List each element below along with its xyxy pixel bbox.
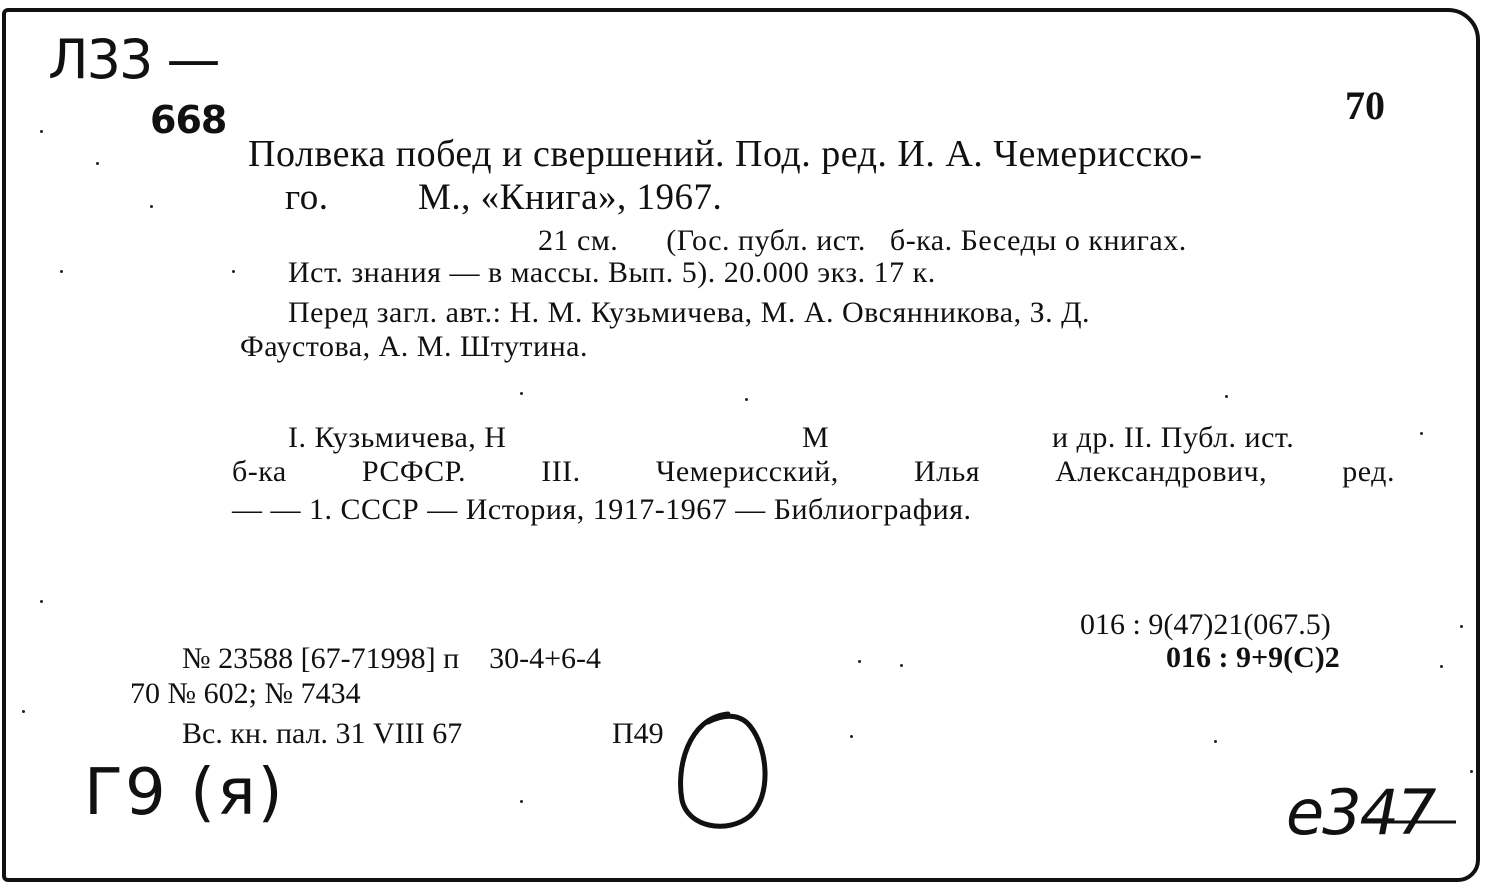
speckle bbox=[1470, 770, 1473, 773]
tracing-word: III. bbox=[541, 455, 581, 488]
tracing-line-1b: М bbox=[802, 421, 830, 454]
title-line-2a: го. bbox=[285, 177, 329, 218]
speckle bbox=[40, 130, 43, 133]
speckle bbox=[96, 162, 99, 165]
speckle bbox=[232, 270, 235, 273]
card-number: 70 bbox=[1345, 83, 1385, 128]
speckle bbox=[1420, 432, 1423, 435]
handwritten-inventory-number: е347 bbox=[1286, 776, 1435, 849]
speckle bbox=[745, 398, 748, 401]
tracing-line-1a: I. Кузьмичева, Н bbox=[288, 421, 507, 454]
speckle bbox=[520, 800, 523, 803]
speckle bbox=[1225, 395, 1228, 398]
speckle bbox=[1460, 625, 1463, 628]
note-line-2: Фаустова, А. М. Штутина. bbox=[240, 330, 588, 363]
strike-stroke bbox=[1360, 810, 1460, 830]
description-line-1: 21 см. (Гос. публ. ист. б-ка. Беседы о книгах. bbox=[538, 224, 1187, 257]
udc-code-1: 016 : 9(47)21(067.5) bbox=[1080, 608, 1331, 641]
speckle bbox=[1440, 665, 1443, 668]
speckle bbox=[40, 600, 43, 603]
card-numbers-line: 70 № 602; № 7434 bbox=[130, 677, 361, 710]
speckle bbox=[858, 660, 861, 663]
handwritten-class-mark: Г9 (я) bbox=[84, 756, 285, 830]
tracing-word: Илья bbox=[913, 455, 981, 488]
udc-code-2: 016 : 9+9(С)2 bbox=[1166, 641, 1340, 674]
speckle bbox=[520, 392, 523, 395]
code-p49: П49 bbox=[612, 717, 664, 750]
handwritten-shelf-code-sub: 668 bbox=[150, 98, 227, 142]
speckle bbox=[900, 664, 903, 667]
handwritten-shelf-code: Л33 — bbox=[48, 28, 219, 91]
description-line-2: Ист. знания — в массы. Вып. 5). 20.000 экз. 17 к. bbox=[288, 256, 936, 289]
tracing-word: б-ка bbox=[232, 455, 287, 488]
tracing-word: ред. bbox=[1342, 455, 1395, 488]
speckle bbox=[850, 735, 853, 738]
tracing-word: Александрович, bbox=[1055, 455, 1268, 488]
speckle bbox=[60, 270, 63, 273]
tracing-line-3: — — 1. СССР — История, 1917-1967 — Библиография. bbox=[232, 493, 972, 526]
title-line-1: Полвека побед и свершений. Под. ред. И. А. Чемерисско- bbox=[248, 133, 1203, 175]
tracing-word: РСФСР. bbox=[361, 455, 467, 488]
tracing-line-2 bbox=[232, 455, 1395, 489]
tracing-word: Чемерисский, bbox=[655, 455, 839, 488]
speckle bbox=[22, 710, 25, 713]
note-line-1: Перед загл. авт.: Н. М. Кузьмичева, М. А. Овсянникова, З. Д. bbox=[288, 296, 1091, 329]
speckle bbox=[1214, 740, 1217, 743]
speckle bbox=[150, 205, 153, 208]
order-number-line: № 23588 [67-71998] п 30-4+6-4 bbox=[182, 642, 602, 675]
title-line-2b: М., «Книга», 1967. bbox=[418, 177, 723, 218]
tracing-line-1c: и др. II. Публ. ист. bbox=[1052, 421, 1295, 454]
handwritten-circle-mark bbox=[668, 708, 778, 838]
book-chamber-line: Вс. кн. пал. 31 VIII 67 bbox=[182, 717, 463, 750]
